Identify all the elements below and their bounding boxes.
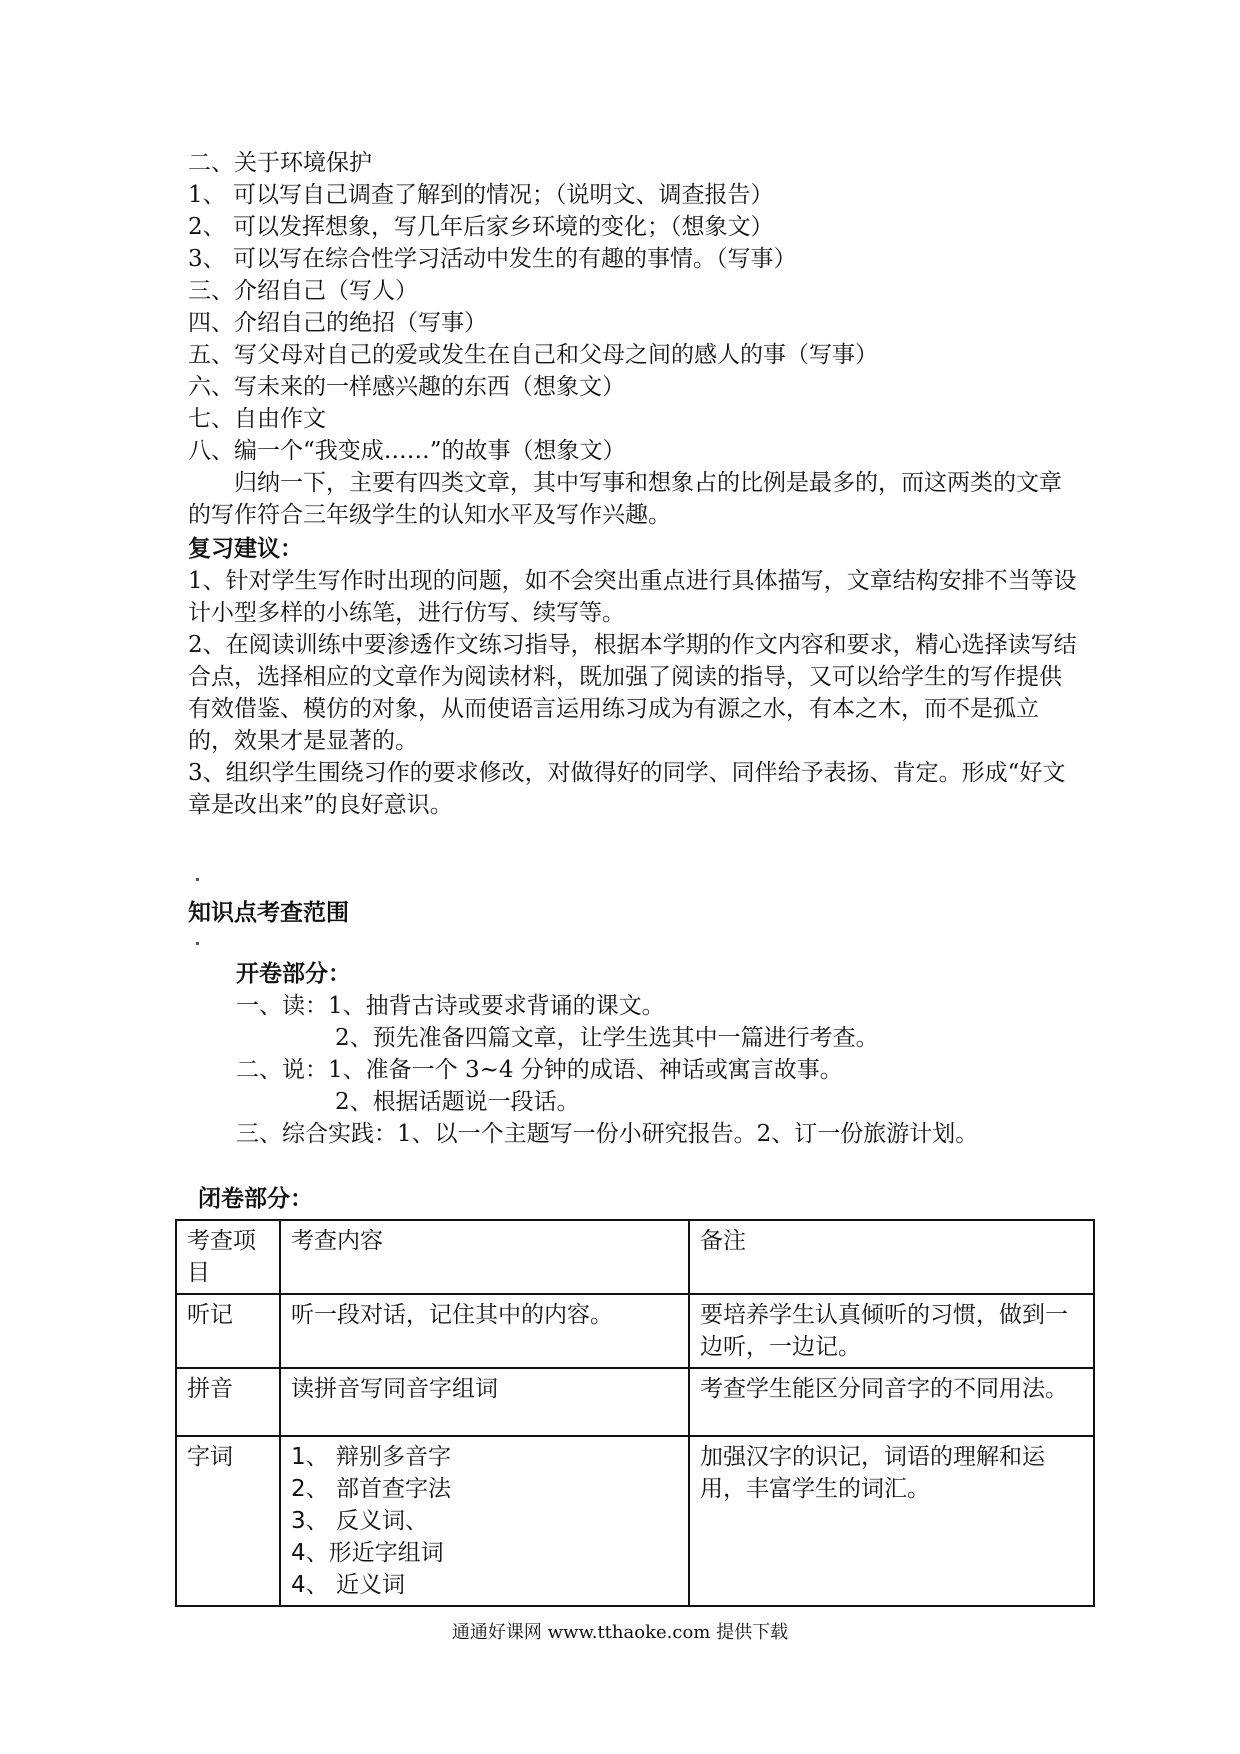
topic-item-8: 八、编一个“我变成……”的故事（想象文） — [188, 438, 626, 464]
open-line-practice: 三、综合实践：1、以一个主题写一份小研究报告。2、订一份旅游计划。 — [236, 1121, 979, 1147]
speck-mark — [196, 878, 199, 881]
open-section-title: 开卷部分： — [236, 960, 351, 987]
closed-exam-table — [175, 1219, 1095, 1607]
topic-item-7: 七、自由作文 — [188, 406, 326, 432]
open-line-speak: 二、说：1、准备一个 3~4 分钟的成语、神话或寓言故事。 — [236, 1057, 843, 1083]
row-note: 要培养学生认真倾听的习惯，做到一边听，一边记。 — [689, 1294, 1094, 1368]
env-item-1: 1、 可以写自己调查了解到的情况；（说明文、调查报告） — [188, 182, 774, 208]
row-item: 听记 — [176, 1294, 280, 1368]
summary-paragraph: 归纳一下，主要有四类文章，其中写事和想象占的比例是最多的，而这两类的文章的写作符合三年级学生的认知水平及写作兴趣。 — [188, 470, 1062, 528]
review-point-2: 2、在阅读训练中要渗透作文练习指导，根据本学期的作文内容和要求，精心选择读写结合点，选择相应的文章作为阅读材料，既加强了阅读的指导，又可以给学生的写作提供有效借鉴、模仿的对象，从而使语言运用练习成为有源之水，有本之木，而不是孤立的，效果才是显著的。 — [188, 632, 1077, 754]
env-item-3: 3、 可以写在综合性学习活动中发生的有趣的事情。（写事） — [188, 246, 797, 272]
open-line-read: 一、读：1、抽背古诗或要求背诵的课文。 — [236, 993, 665, 1019]
open-line-read-2: 2、预先准备四篇文章，让学生选其中一篇进行考查。 — [335, 1025, 879, 1051]
page-footer: 通通好课网 www.tthaoke.com 提供下载 — [451, 1622, 789, 1643]
content-line: 4、 近义词 — [291, 1572, 405, 1598]
review-point-3: 3、组织学生围绕习作的要求修改，对做得好的同学、同伴给予表扬、肯定。形成“好文章是改出来”的良好意识。 — [188, 760, 1066, 818]
row-content — [280, 1436, 689, 1606]
review-title: 复习建议： — [188, 535, 303, 562]
content-line: 1、 辩别多音字 — [291, 1444, 451, 1470]
review-point-1: 1、针对学生写作时出现的问题，如不会突出重点进行具体描写，文章结构安排不当等设计小型多样的小练笔，进行仿写、续写等。 — [188, 568, 1077, 626]
header-content: 考查内容 — [280, 1220, 689, 1294]
content-line: 读拼音写同音字组词 — [291, 1376, 498, 1402]
closed-section-title: 闭卷部分： — [198, 1185, 313, 1212]
topic-item-3: 三、介绍自己（写人） — [188, 278, 418, 304]
header-note: 备注 — [689, 1220, 1094, 1294]
row-item: 字词 — [176, 1436, 280, 1606]
content-line: 听一段对话，记住其中的内容。 — [291, 1302, 613, 1328]
speck-mark — [196, 942, 199, 945]
section-heading-environment: 二、关于环境保护 — [188, 150, 372, 176]
row-note: 加强汉字的识记，词语的理解和运用，丰富学生的词汇。 — [689, 1436, 1094, 1606]
row-note: 考查学生能区分同音字的不同用法。 — [689, 1368, 1094, 1436]
content-line: 2、 部首查字法 — [291, 1476, 451, 1502]
table-header-row — [176, 1220, 1094, 1294]
row-content — [280, 1368, 689, 1436]
table-row — [176, 1368, 1094, 1436]
topic-item-5: 五、写父母对自己的爱或发生在自己和父母之间的感人的事（写事） — [188, 342, 878, 368]
env-item-2: 2、 可以发挥想象，写几年后家乡环境的变化；（想象文） — [188, 214, 774, 240]
table-row — [176, 1436, 1094, 1606]
open-line-speak-2: 2、根据话题说一段话。 — [335, 1089, 580, 1115]
content-line: 4、形近字组词 — [291, 1540, 444, 1566]
scope-title: 知识点考查范围 — [188, 899, 349, 926]
header-item: 考查项目 — [176, 1220, 280, 1294]
topic-item-4: 四、介绍自己的绝招（写事） — [188, 310, 487, 336]
row-item: 拼音 — [176, 1368, 280, 1436]
topic-item-6: 六、写未来的一样感兴趣的东西（想象文） — [188, 374, 625, 400]
row-content — [280, 1294, 689, 1368]
content-line: 3、 反义词、 — [291, 1508, 428, 1534]
table-row — [176, 1294, 1094, 1368]
